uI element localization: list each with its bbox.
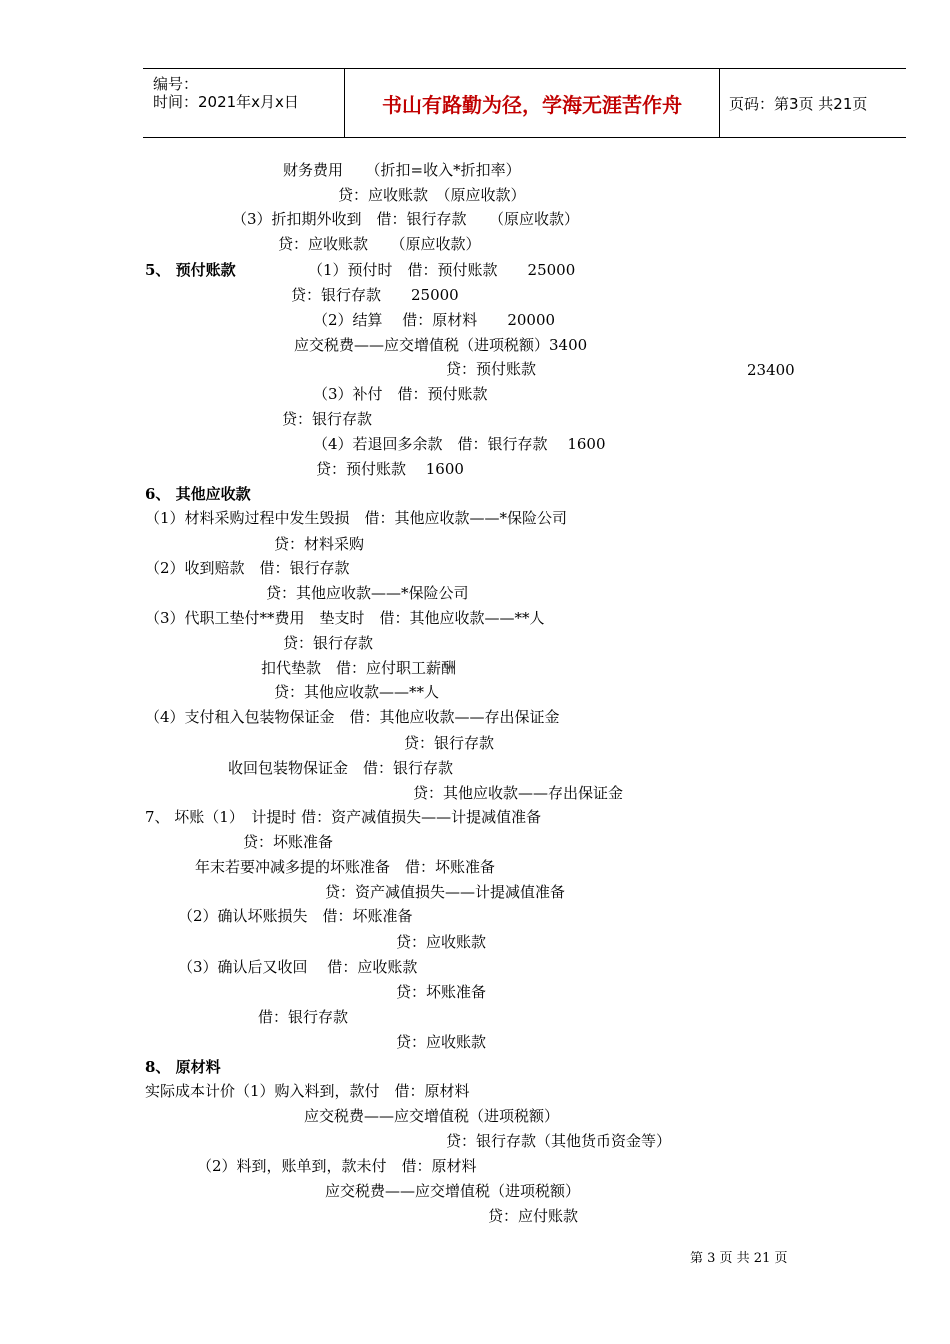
text-line: 贷：资产减值损失——计提减值准备 xyxy=(325,883,566,901)
section-heading-text: 7、 坏账（1） 计提时 借：资产减值损失——计提减值准备 xyxy=(145,808,542,826)
page-header xyxy=(143,68,906,138)
text-line: （1）材料采购过程中发生毁损 借：其他应收款——*保险公司 xyxy=(145,509,568,527)
text-line: 应交税费——应交增值税（进项税额） xyxy=(304,1107,560,1125)
text-line: 贷：坏账准备 xyxy=(396,983,487,1001)
text-line: （3）代职工垫付**费用 垫支时 借：其他应收款——**人 xyxy=(145,609,545,627)
header-motto: 书山有路勤为径，学海无涯苦作舟 xyxy=(382,93,682,117)
text-line: （4）若退回多余款 借：银行存款 1600 xyxy=(313,435,606,453)
text-line: 贷：应收账款 xyxy=(396,1033,487,1051)
text-line: 贷：银行存款 xyxy=(283,634,374,652)
text-line: 应交税费——应交增值税（进项税额）3400 xyxy=(294,336,588,354)
text-line: （4）支付租入包装物保证金 借：其他应收款——存出保证金 xyxy=(145,708,560,726)
text-line: （2）收到赔款 借：银行存款 xyxy=(145,559,350,577)
text-line: 年末若要冲减多提的坏账准备 借：坏账准备 xyxy=(195,858,496,876)
text-line: 收回包装物保证金 借：银行存款 xyxy=(228,759,454,777)
text-line: 贷：应收账款 xyxy=(396,933,487,951)
section-heading: 6、 其他应收款 xyxy=(145,485,251,503)
text-line: 贷：其他应收款——存出保证金 xyxy=(413,784,624,802)
text-line: 贷：材料采购 xyxy=(274,535,365,553)
text-line: 贷：银行存款 xyxy=(282,410,373,428)
page-footer: 第 3 页 共 21 页 xyxy=(690,1251,788,1266)
header-page-cell xyxy=(719,69,906,137)
header-page-info: 页码：第3页 共21页 xyxy=(729,95,868,113)
text-line: 借：银行存款 xyxy=(258,1008,349,1026)
doc-number-label: 编号： xyxy=(153,75,199,93)
text-line: （2）结算 借：原材料 20000 xyxy=(313,311,556,329)
text-line: 贷：应收账款 （原应收款） xyxy=(278,235,481,253)
section-heading: 8、 原材料 xyxy=(145,1058,221,1076)
text-line: 贷：其他应收款——*保险公司 xyxy=(266,584,469,602)
text-line: （3）确认后又收回 借：应收账款 xyxy=(178,958,418,976)
text-line: （2）料到，账单到，款未付 借：原材料 xyxy=(197,1157,477,1175)
header-meta xyxy=(143,69,344,137)
text-line: 贷：银行存款（其他货币资金等） xyxy=(446,1132,672,1150)
text-line: 贷：应付账款 xyxy=(488,1207,579,1225)
text-line: 实际成本计价（1）购入料到，款付 借：原材料 xyxy=(145,1082,470,1100)
text-line: （3）折扣期外收到 借：银行存款 （原应收款） xyxy=(232,210,580,228)
header-motto-cell xyxy=(344,69,720,137)
amount-value: 23400 xyxy=(747,361,795,379)
text-line: 贷：坏账准备 xyxy=(243,833,334,851)
section-heading xyxy=(145,808,541,826)
text-line: 扣代垫款 借：应付职工薪酬 xyxy=(261,659,457,677)
text-line: （2）确认坏账损失 借：坏账准备 xyxy=(178,907,413,925)
section-heading: 5、 预付账款 xyxy=(145,261,236,279)
text-line: 贷：其他应收款——**人 xyxy=(274,683,440,701)
text-line: 贷：预付账款 xyxy=(446,360,537,378)
text-line: 财务费用 （折扣=收入*折扣率） xyxy=(283,161,521,179)
text-line: 贷：预付账款 1600 xyxy=(316,460,464,478)
text-line: （3）补付 借：预付账款 xyxy=(313,385,488,403)
text-line: （1）预付时 借：预付账款 25000 xyxy=(308,261,576,279)
text-line: 贷：银行存款 25000 xyxy=(291,286,459,304)
text-line: 贷：银行存款 xyxy=(404,734,495,752)
text-line: 应交税费——应交增值税（进项税额） xyxy=(325,1182,581,1200)
text-line: 贷：应收账款 （原应收款） xyxy=(338,186,526,204)
doc-time-label: 时间：2021年x月x日 xyxy=(153,93,299,111)
